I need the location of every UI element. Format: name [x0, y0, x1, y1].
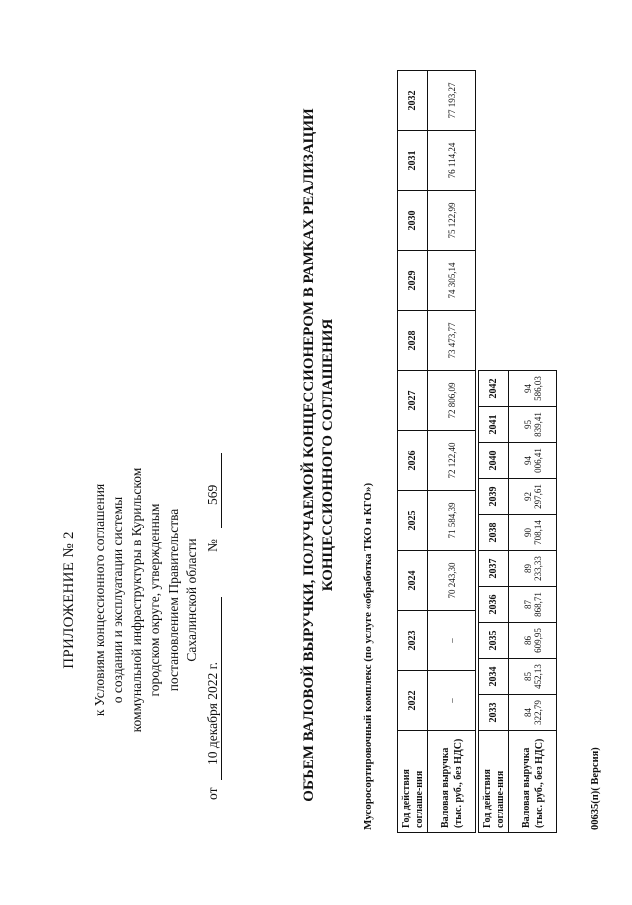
value-cell: 95 839,41: [509, 407, 557, 443]
sign-number-label: №: [204, 539, 220, 552]
value-cell: 94 586,03: [509, 371, 557, 407]
header-line: Сахалинской области: [184, 538, 199, 662]
year-cell: 2025: [398, 491, 428, 551]
year-cell: 2039: [479, 479, 509, 515]
row-header-revenue: Валовая выручка (тыс. руб., без НДС): [428, 731, 476, 833]
title-line-1: ОБЪЕМ ВАЛОВОЙ ВЫРУЧКИ, ПОЛУЧАЕМОЙ КОНЦЕССИОНЕРОМ В РАМКАХ РЕАЛИЗАЦИИ: [301, 108, 317, 802]
header-line: постановлением Правительства: [165, 508, 181, 692]
document-title: [300, 75, 338, 835]
table-row: [398, 71, 428, 833]
value-cell: 72 122,40: [428, 431, 476, 491]
year-cell: 2029: [398, 251, 428, 311]
decree-signature-line: [204, 390, 224, 810]
year-cell: 2035: [479, 623, 509, 659]
value-cell: 72 806,09: [428, 371, 476, 431]
year-cell: 2026: [398, 431, 428, 491]
year-cell: 2028: [398, 311, 428, 371]
value-cell: 77 193,27: [428, 71, 476, 131]
value-cell: 89 233,33: [509, 551, 557, 587]
row-header-year: Год действия соглаше-ния: [398, 731, 428, 833]
value-cell: 87 868,71: [509, 587, 557, 623]
revenue-table-2022-2032: [397, 70, 476, 833]
year-cell: 2024: [398, 551, 428, 611]
document-code: 00635(п)( Версия): [590, 747, 601, 830]
header-line: к Условиям концессионного соглашения: [91, 483, 107, 717]
year-cell: 2042: [479, 371, 509, 407]
table-row: [509, 371, 557, 833]
year-cell: 2041: [479, 407, 509, 443]
year-cell: 2038: [479, 515, 509, 551]
year-cell: 2031: [398, 131, 428, 191]
value-cell: 92 297,61: [509, 479, 557, 515]
year-cell: 2022: [398, 671, 428, 731]
appendix-label: ПРИЛОЖЕНИЕ № 2: [61, 531, 77, 669]
year-cell: 2030: [398, 191, 428, 251]
year-cell: 2037: [479, 551, 509, 587]
table-subtitle: Мусоросортировочный комплекс (по услуге «обработка ТКО и КГО»): [362, 482, 374, 830]
value-cell: 74 305,14: [428, 251, 476, 311]
value-cell: 75 122,99: [428, 191, 476, 251]
value-cell: 73 473,77: [428, 311, 476, 371]
row-header-revenue: Валовая выручка (тыс. руб., без НДС): [509, 731, 557, 833]
year-cell: 2040: [479, 443, 509, 479]
row-header-year: Год действия соглаше-ния: [479, 731, 509, 833]
value-cell: 90 708,14: [509, 515, 557, 551]
year-cell: 2034: [479, 659, 509, 695]
value-cell: 94 006,41: [509, 443, 557, 479]
year-cell: 2033: [479, 695, 509, 731]
value-cell: –: [428, 611, 476, 671]
value-cell: 76 114,24: [428, 131, 476, 191]
decree-number: 569: [204, 484, 220, 505]
value-cell: 85 452,13: [509, 659, 557, 695]
appendix-header: [60, 390, 224, 810]
year-cell: 2036: [479, 587, 509, 623]
decree-date: 10 декабря 2022 г.: [204, 661, 220, 765]
value-cell: 86 609,95: [509, 623, 557, 659]
year-cell: 2032: [398, 71, 428, 131]
value-cell: –: [428, 671, 476, 731]
revenue-table-2033-2042: [478, 370, 557, 833]
value-cell: 71 584,39: [428, 491, 476, 551]
value-cell: 84 322,79: [509, 695, 557, 731]
title-line-2: КОНЦЕССИОННОГО СОГЛАШЕНИЯ: [320, 318, 336, 592]
value-cell: 70 243,30: [428, 551, 476, 611]
year-cell: 2023: [398, 611, 428, 671]
header-line: коммунальной инфраструктуры в Курильском: [128, 467, 144, 733]
sign-from: от: [204, 787, 220, 800]
header-line: о создании и эксплуатации системы: [110, 496, 125, 704]
header-line: городском округе, утвержденным: [147, 503, 162, 697]
year-cell: 2027: [398, 371, 428, 431]
table-row: [479, 371, 509, 833]
table-row: [428, 71, 476, 833]
